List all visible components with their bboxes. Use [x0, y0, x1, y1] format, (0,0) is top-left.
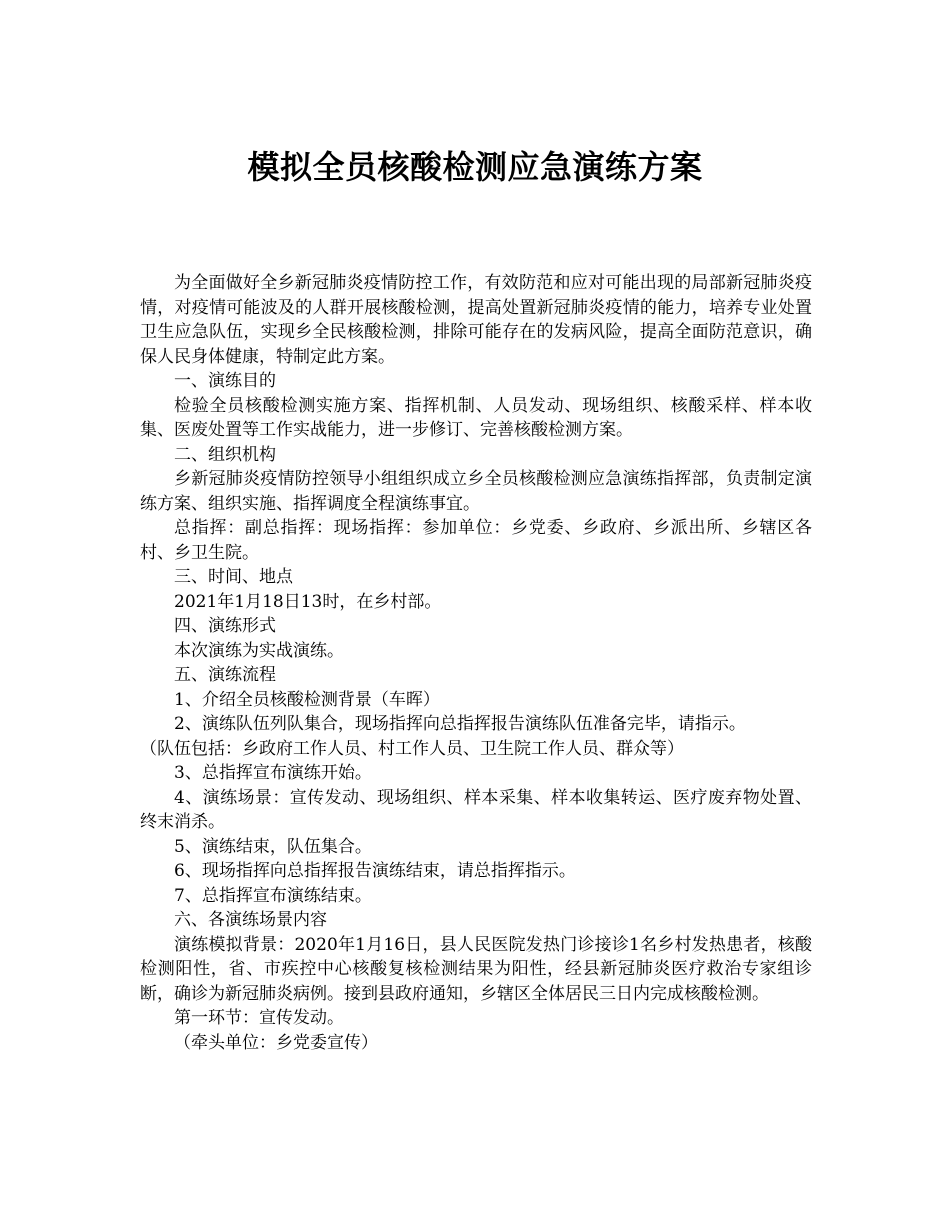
- heading-form: 四、演练形式: [174, 616, 276, 636]
- heading-purpose: 一、演练目的: [174, 371, 276, 391]
- paragraph-organization: 乡新冠肺炎疫情防控领导小组组织成立乡全员核酸检测应急演练指挥部，负责制定演练方案、组织实施、指挥调度全程演练事宜。: [140, 469, 812, 514]
- heading-scenes: 六、各演练场景内容: [174, 910, 327, 930]
- paragraph-background: 演练模拟背景：2020年1月16日，县人民医院发热门诊接诊1名乡村发热患者，核酸检测阳性，省、市疾控中心核酸复核检测结果为阳性，经县新冠肺炎医疗救治专家组诊断，确诊为新冠肺炎病例。接到县政府通知，乡辖区全体居民三日内完成核酸检测。: [140, 934, 812, 1004]
- paragraph-lead-unit: （牵头单位：乡党委宣传）: [174, 1032, 378, 1053]
- document-body: [140, 271, 812, 1055]
- heading-organization: 二、组织机构: [174, 444, 276, 465]
- process-step-4: 4、演练场景：宣传发动、现场组织、样本采集、样本收集转运、医疗废弃物处置、终末消杀。: [140, 787, 812, 832]
- paragraph-intro: 为全面做好全乡新冠肺炎疫情防控工作，有效防范和应对可能出现的局部新冠肺炎疫情，对疫情可能波及的人群开展核酸检测，提高处置新冠肺炎疫情的能力，培养专业处置卫生应急队伍，实现乡全民核酸检测，排除可能存在的发病风险，提高全面防范意识，确保人民身体健康，特制定此方案。: [140, 273, 812, 367]
- process-step-3: 3、总指挥宣布演练开始。: [174, 763, 372, 783]
- process-step-7: 7、总指挥宣布演练结束。: [174, 885, 372, 906]
- paragraph-form: 本次演练为实战演练。: [174, 640, 344, 661]
- paragraph-stage-1: 第一环节：宣传发动。: [174, 1008, 344, 1028]
- process-step-6: 6、现场指挥向总指挥报告演练结束，请总指挥指示。: [174, 861, 576, 881]
- process-step-2-note: （队伍包括：乡政府工作人员、村工作人员、卫生院工作人员、群众等）: [140, 738, 684, 759]
- document-title: 模拟全员核酸检测应急演练方案: [247, 148, 703, 186]
- paragraph-time-place: 2021年1月18日13时，在乡村部。: [174, 591, 442, 612]
- heading-time-place: 三、时间、地点: [174, 567, 293, 587]
- heading-process: 五、演练流程: [174, 665, 276, 685]
- process-step-1: 1、介绍全员核酸检测背景（车晖）: [174, 689, 440, 710]
- process-step-2: 2、演练队伍列队集合，现场指挥向总指挥报告演练队伍准备完毕，请指示。: [174, 714, 746, 734]
- paragraph-purpose: 检验全员核酸检测实施方案、指挥机制、人员发动、现场组织、核酸采样、样本收集、医废处置等工作实战能力，进一步修订、完善核酸检测方案。: [140, 395, 812, 440]
- paragraph-command: 总指挥：副总指挥：现场指挥：参加单位：乡党委、乡政府、乡派出所、乡辖区各村、乡卫生院。: [140, 518, 812, 563]
- process-step-5: 5、演练结束，队伍集合。: [174, 836, 372, 857]
